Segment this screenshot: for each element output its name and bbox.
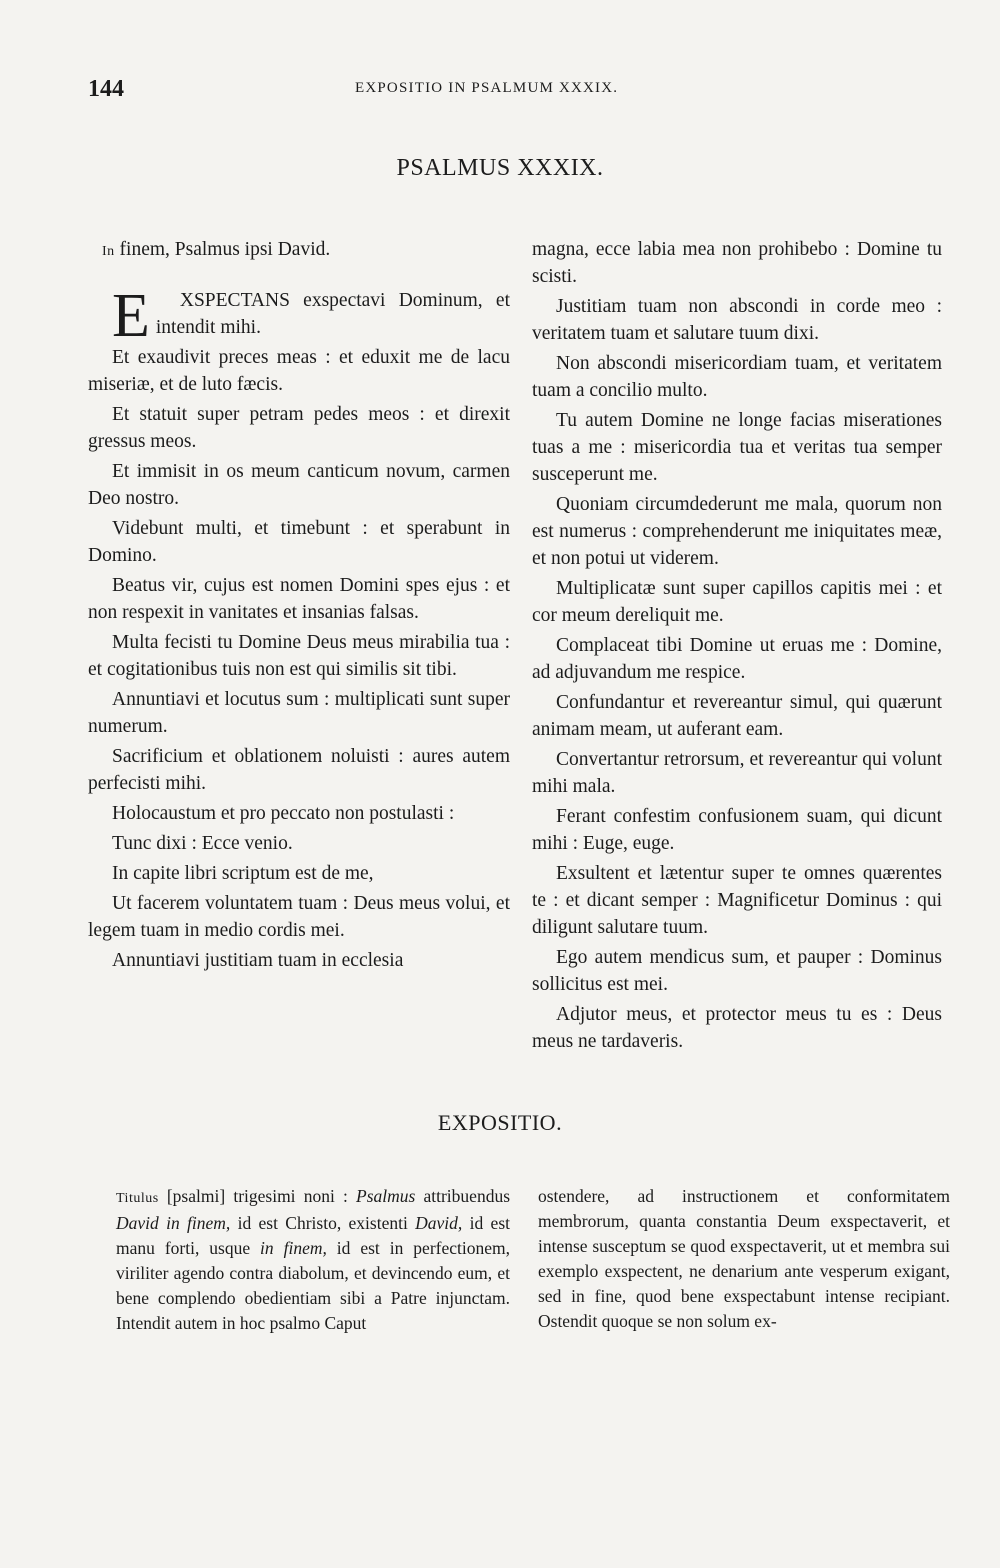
verse: Tunc dixi : Ecce venio. bbox=[112, 833, 293, 854]
verse: Beatus vir, cujus est nomen Domini spes ejus : et non respexit in vanitates et insanias falsas. bbox=[88, 575, 510, 623]
psalm-right-column bbox=[532, 236, 942, 1058]
drop-cap: E bbox=[112, 282, 150, 350]
running-head: EXPOSITIO IN PSALMUM XXXIX. bbox=[355, 80, 619, 96]
verse: Multa fecisti tu Domine Deus meus mirabilia tua : et cogitationibus tuis non est qui similis sit tibi. bbox=[88, 632, 510, 680]
exposition-title: EXPOSITIO. bbox=[437, 1110, 563, 1135]
verse: Annuntiavi et locutus sum : multiplicati sunt super numerum. bbox=[88, 689, 510, 737]
verse: Et immisit in os meum canticum novum, carmen Deo nostro. bbox=[88, 461, 510, 509]
commentary-italic: Psalmus bbox=[356, 1186, 416, 1206]
commentary-paragraph: ostendere, ad instructionem et conformitatem membrorum, quanta constantia Deum exspectaverit, et intense susceptum se quod exspectaverit, ut et membra sui exemplo exspectent, ne denarium ante vesperum exigant, sed in fine, quod bene exspectabunt intense recipiant. Ostendit quoque se non solum ex- bbox=[538, 1186, 950, 1331]
verse-continuation: magna, ecce labia mea non prohibebo : Domine tu scisti. bbox=[532, 239, 942, 287]
verse: Non abscondi misericordiam tuam, et veritatem tuam a concilio multo. bbox=[532, 353, 942, 401]
incipit-rest: finem, Psalmus ipsi David. bbox=[114, 239, 331, 260]
commentary-text: id est in perfectionem, viriliter agendo contra diabolum, et devincendo eum, et bene complendo obedientiam sibi a Patre injunctam. Intendit autem in hoc psalmo Caput bbox=[116, 1238, 510, 1333]
verse: Sacrificium et oblationem noluisti : aures autem perfecisti mihi. bbox=[88, 746, 510, 794]
verse: Ut facerem voluntatem tuam : Deus meus volui, et legem tuam in medio cordis mei. bbox=[88, 893, 510, 941]
commentary-paragraph bbox=[116, 1184, 510, 1336]
commentary-italic: in finem, bbox=[260, 1238, 327, 1258]
verse: Adjutor meus, et protector meus tu es : Deus meus ne tardaveris. bbox=[532, 1004, 942, 1052]
commentary-italic: David in finem, bbox=[116, 1213, 231, 1233]
commentary-right-column bbox=[538, 1184, 950, 1334]
commentary-text: id est manu forti, usque bbox=[116, 1213, 510, 1258]
commentary-left-column bbox=[116, 1184, 510, 1336]
verse: Tu autem Domine ne longe facias miserationes tuas a me : misericordia tua et veritas tua semper susceperunt me. bbox=[532, 410, 942, 485]
verse: Ferant confestim confusionem suam, qui dicunt mihi : Euge, euge. bbox=[532, 806, 942, 854]
first-verse-rest: exspectavi Dominum, et intendit mihi. bbox=[155, 290, 510, 338]
verse: Ego autem mendicus sum, et pauper : Dominus sollicitus est mei. bbox=[532, 947, 942, 995]
first-verse bbox=[88, 282, 510, 350]
verse: Convertantur retrorsum, et revereantur qui volunt mihi mala. bbox=[532, 749, 942, 797]
psalm-title: PSALMUS XXXIX. bbox=[396, 155, 604, 181]
incipit-small-caps: In bbox=[102, 244, 115, 259]
commentary-small-caps: Titulus bbox=[116, 1191, 159, 1206]
verse: Justitiam tuam non abscondi in corde meo : veritatem tuam et salutare tuum dixi. bbox=[532, 296, 942, 344]
commentary-text: attribuendus bbox=[415, 1186, 510, 1206]
psalm-left-column bbox=[88, 236, 510, 977]
psalm-incipit bbox=[88, 236, 510, 265]
verse: Holocaustum et pro peccato non postulasti : bbox=[112, 803, 455, 824]
verse: Complaceat tibi Domine ut eruas me : Domine, ad adjuvandum me respice. bbox=[532, 635, 942, 683]
verse: In capite libri scriptum est de me, bbox=[112, 863, 374, 884]
verse: Exsultent et lætentur super te omnes quærentes te : et dicant semper : Magnificetur Dominus : qui diligunt salutare tuum. bbox=[532, 863, 942, 938]
verse: Videbunt multi, et timebunt : et sperabunt in Domino. bbox=[88, 518, 510, 566]
commentary-italic: David, bbox=[415, 1213, 463, 1233]
verse: Annuntiavi justitiam tuam in ecclesia bbox=[112, 950, 404, 971]
verse: Quoniam circumdederunt me mala, quorum non est numerus : comprehenderunt me iniquitates meæ, et non potui ut viderem. bbox=[532, 494, 942, 569]
verse: Et exaudivit preces meas : et eduxit me de lacu miseriæ, et de luto fæcis. bbox=[88, 347, 510, 395]
first-verse-caps: XSPECTANS bbox=[179, 290, 290, 311]
verse: Multiplicatæ sunt super capillos capitis mei : et cor meum dereliquit me. bbox=[532, 578, 942, 626]
verse: Confundantur et revereantur simul, qui quærunt animam meam, ut auferant eam. bbox=[532, 692, 942, 740]
page-number: 144 bbox=[88, 76, 124, 102]
verse: Et statuit super petram pedes meos : et direxit gressus meos. bbox=[88, 404, 510, 452]
commentary-text: id est Christo, existenti bbox=[230, 1213, 416, 1233]
commentary-text: [psalmi] trigesimi noni : bbox=[158, 1186, 357, 1206]
